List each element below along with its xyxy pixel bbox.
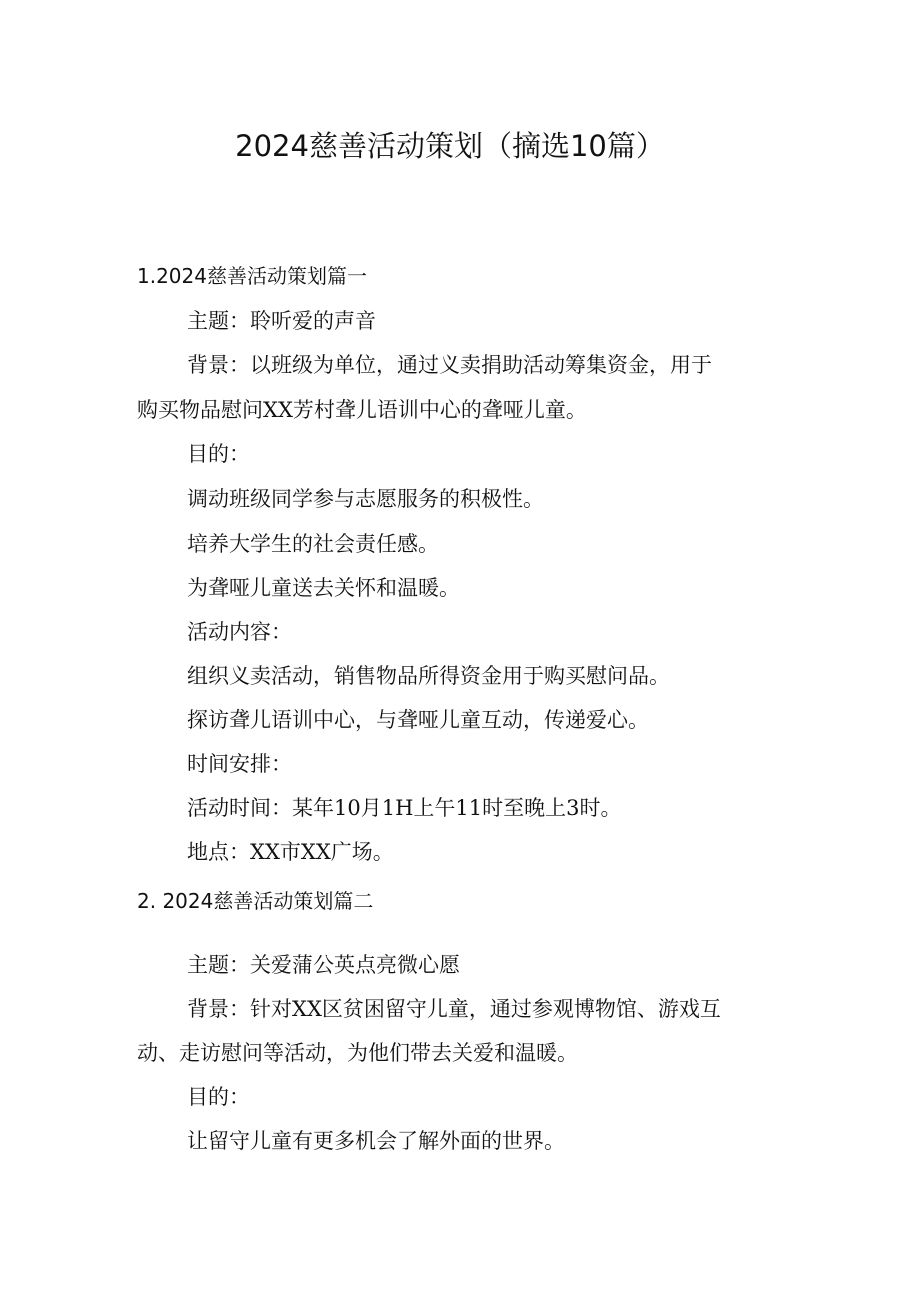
section-1-purpose-item: 调动班级同学参与志愿服务的积极性。 xyxy=(187,487,544,511)
section-1-location: 地点：XX市XX广场。 xyxy=(187,840,394,864)
section-2-purpose-item: 让留守儿童有更多机会了解外面的世界。 xyxy=(187,1129,565,1153)
section-1-background: 背景：以班级为单位，通过义卖捐助活动筹集资金，用于 xyxy=(187,353,712,377)
section-1-purpose-item: 为聋哑儿童送去关怀和温暖。 xyxy=(187,576,460,600)
section-2-purpose-label: 目的： xyxy=(187,1085,250,1109)
section-2-heading: 2. 2024慈善活动策划篇二 xyxy=(137,889,374,913)
section-1-purpose-item: 培养大学生的社会责任感。 xyxy=(187,532,439,556)
section-2-background: 背景：针对XX区贫困留守儿童，通过参观博物馆、游戏互 xyxy=(187,997,721,1021)
section-1-content-item: 组织义卖活动，销售物品所得资金用于购买慰问品。 xyxy=(187,664,670,688)
section-1-content-item: 探访聋儿语训中心，与聋哑儿童互动，传递爱心。 xyxy=(187,708,649,732)
section-1-heading: 1.2024慈善活动策划篇一 xyxy=(137,264,367,288)
section-1-purpose-label: 目的： xyxy=(187,442,250,466)
section-2-background-cont: 动、走访慰问等活动，为他们带去关爱和温暖。 xyxy=(137,1041,578,1065)
section-1-theme: 主题：聆听爱的声音 xyxy=(187,309,376,333)
section-2-theme: 主题：关爱蒲公英点亮微心愿 xyxy=(187,953,460,977)
section-1-content-label: 活动内容： xyxy=(187,620,292,644)
section-1-schedule-label: 时间安排： xyxy=(187,752,292,776)
section-1-background-cont: 购买物品慰问XX芳村聋儿语训中心的聋哑儿童。 xyxy=(137,398,587,422)
section-1-time: 活动时间：某年10月1H上午11时至晚上3时。 xyxy=(187,796,622,820)
document-title: 2024慈善活动策划（摘选10篇） xyxy=(235,129,665,163)
